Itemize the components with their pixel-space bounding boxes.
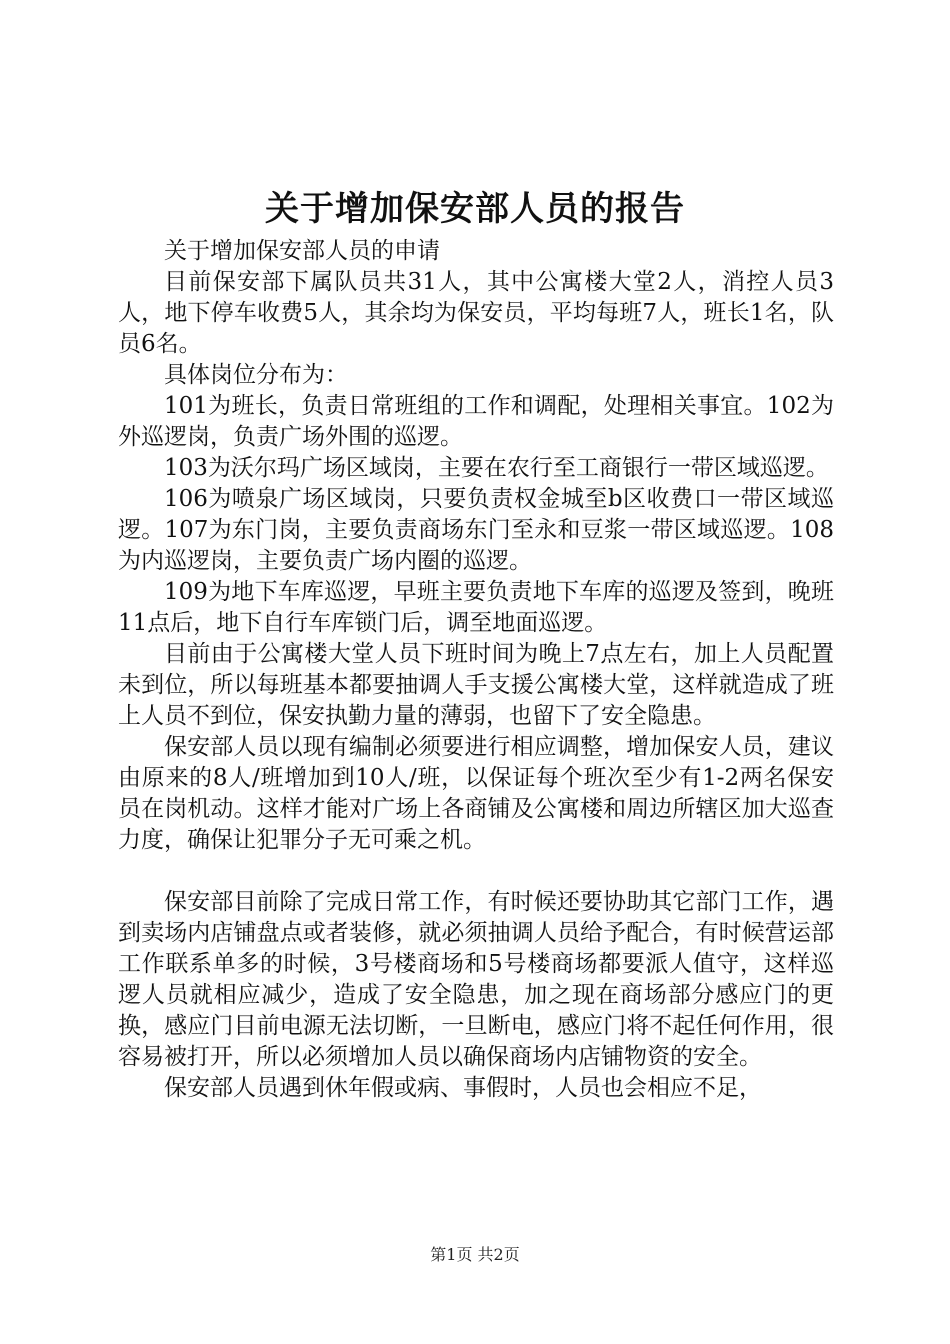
page-indicator: 第1页 共2页 (430, 1245, 520, 1264)
paragraph-current-problem: 目前由于公寓楼大堂人员下班时间为晚上7点左右，加上人员配置未到位，所以每班基本都要抽调人手支援公寓楼大堂，这样就造成了班上人员不到位，保安执勤力量的薄弱，也留下了安全隐患。 (118, 641, 834, 729)
paragraph-post-intro: 具体岗位分布为： (164, 362, 348, 388)
paragraph-post-101-102: 101为班长，负责日常班组的工作和调配，处理相关事宜。102为外巡逻岗，负责广场外围的巡逻。 (118, 393, 834, 450)
paragraph-staff-overview: 目前保安部下属队员共31人，其中公寓楼大堂2人，消控人员3人，地下停车收费5人，其余均为保安员，平均每班7人，班长1名，队员6名。 (118, 269, 834, 357)
paragraph-extra-duties: 保安部目前除了完成日常工作，有时候还要协助其它部门工作，遇到卖场内店铺盘点或者装修，就必须抽调人员给予配合，有时候营运部工作联系单多的时候，3号楼商场和5号楼商场都要派人值守，这样巡逻人员就相应减少，造成了安全隐患，加之现在商场部分感应门的更换，感应门目前电源无法切断，一旦断电，感应门将不起任何作用，很容易被打开，所以必须增加人员以确保商场内店铺物资的安全。 (118, 889, 834, 1070)
paragraph-post-106-108: 106为喷泉广场区域岗，只要负责权金城至b区收费口一带区域巡逻。107为东门岗，主要负责商场东门至永和豆浆一带区域巡逻。108为内巡逻岗，主要负责广场内圈的巡逻。 (118, 486, 834, 574)
document-title: 关于增加保安部人员的报告 (265, 189, 685, 229)
paragraph-leave-shortage: 保安部人员遇到休年假或病、事假时，人员也会相应不足， (164, 1075, 762, 1101)
paragraph-post-109: 109为地下车库巡逻，早班主要负责地下车库的巡逻及签到，晚班11点后，地下自行车库锁门后，调至地面巡逻。 (118, 579, 834, 636)
paragraph-proposal: 保安部人员以现有编制必须要进行相应调整，增加保安人员，建议由原来的8人/班增加到10人/班，以保证每个班次至少有1-2两名保安员在岗机动。这样才能对广场上各商铺及公寓楼和周边所辖区加大巡查力度，确保让犯罪分子无可乘之机。 (118, 734, 834, 853)
paragraph-post-103: 103为沃尔玛广场区域岗，主要在农行至工商银行一带区域巡逻。 (164, 455, 829, 481)
paragraph-subject: 关于增加保安部人员的申请 (164, 238, 440, 264)
document-body (118, 236, 834, 1104)
page-footer (0, 1244, 950, 1266)
